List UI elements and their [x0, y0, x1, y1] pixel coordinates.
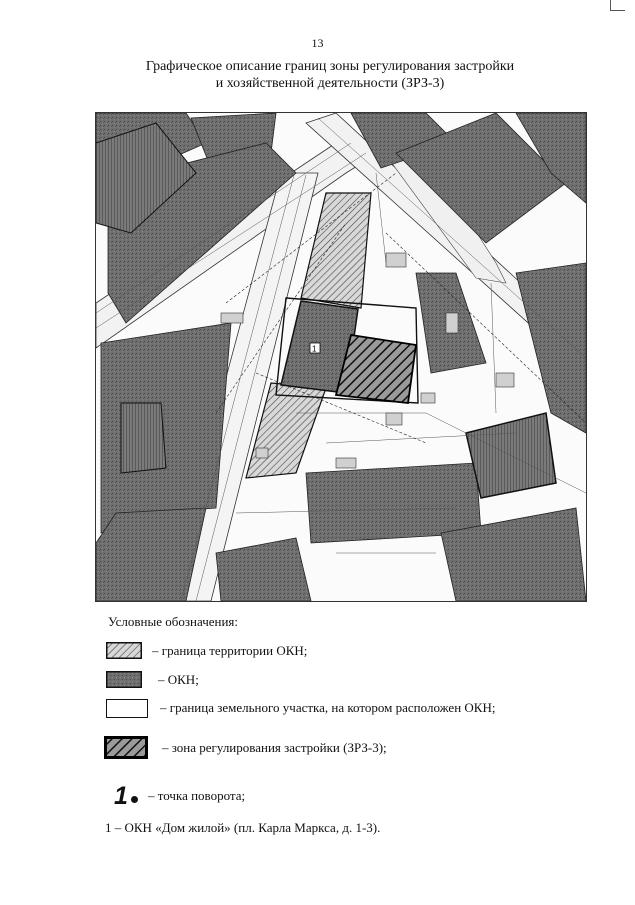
turn-point-number-symbol: 1	[114, 782, 128, 810]
map-canvas	[96, 113, 586, 601]
legend-swatch-hatch-light	[106, 642, 142, 659]
map-object-number-label: 1	[312, 344, 317, 354]
legend-label: – ОКН;	[158, 672, 199, 687]
footnote: 1 – ОКН «Дом жилой» (пл. Карла Маркса, д. 1-3).	[105, 820, 381, 835]
legend-item-land-plot	[0, 697, 635, 727]
title-line-1: Графическое описание границ зоны регулирования застройки	[145, 59, 515, 74]
cadastral-map	[95, 112, 587, 602]
legend-item-turn-point	[0, 782, 635, 815]
map-building-hatched	[121, 403, 166, 473]
legend-item-okn-territory	[0, 640, 635, 670]
legend-item-okn	[0, 670, 635, 700]
legend-label: – граница земельного участка, на котором расположен ОКН;	[160, 700, 496, 715]
corner-scan-mark	[610, 0, 625, 11]
page-number: 13	[311, 36, 324, 50]
page-title	[60, 58, 600, 92]
legend-swatch-dark-fill	[106, 671, 142, 688]
legend-label: – зона регулирования застройки (ЗРЗ-3);	[162, 740, 387, 755]
map-zrz3-zone	[336, 335, 416, 403]
title-line-2: и хозяйственной деятельности (ЗРЗ-3)	[215, 76, 445, 91]
legend-swatch-outline	[106, 699, 148, 718]
legend-swatch-hatch-bold	[104, 736, 148, 759]
legend-label: – граница территории ОКН;	[152, 643, 308, 658]
legend-item-zrz3	[0, 736, 635, 766]
turn-point-dot-icon	[131, 796, 138, 803]
legend-title: Условные обозначения:	[108, 614, 239, 629]
legend-label: – точка поворота;	[148, 788, 246, 803]
